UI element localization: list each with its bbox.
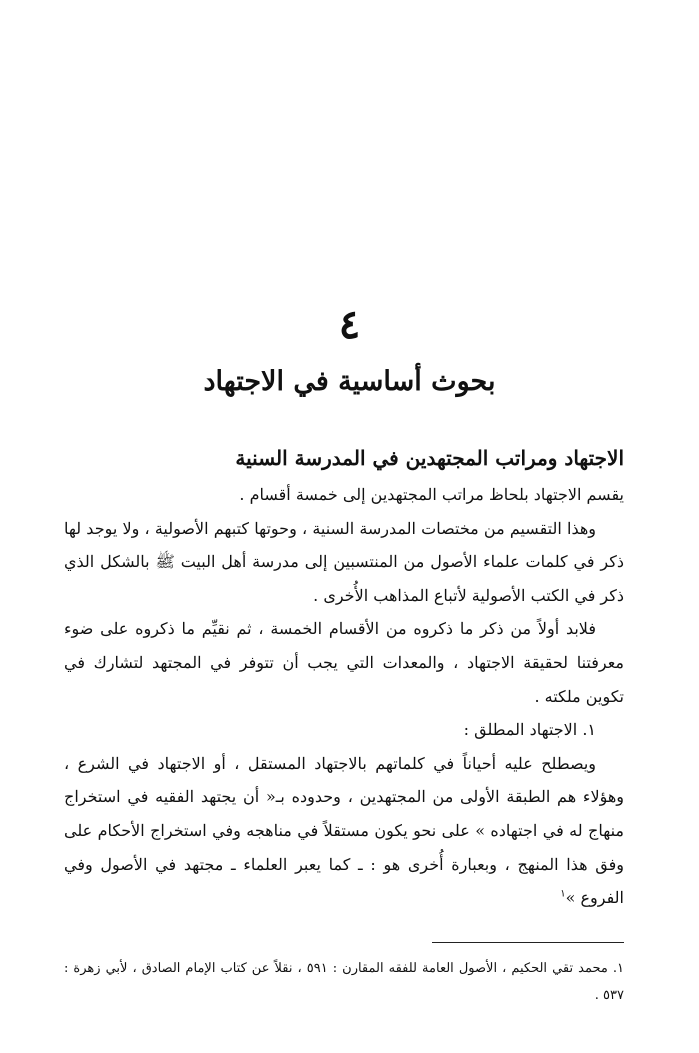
footnote-divider	[432, 942, 624, 943]
paragraph: فلابد أولاً من ذكر ما ذكروه من الأقسام الخمسة ، ثم نقيِّم ما ذكروه على ضوء معرفتنا لحقيقة الاجتهاد ، والمعدات التي يجب أن تتوفر في المجتهد لتشارك في تكوين ملكته .	[64, 619, 624, 706]
paragraph: يقسم الاجتهاد بلحاظ مراتب المجتهدين إلى خمسة أقسام .	[239, 485, 624, 504]
chapter-title: بحوث أساسية في الاجتهاد	[203, 366, 496, 397]
chapter-number: ٤	[338, 301, 361, 348]
paragraph-text: ويصطلح عليه أحياناً في كلماتهم بالاجتهاد المستقل ، أو الاجتهاد في الشرع ، وهؤلاء هم الطبقة الأولى من المجتهدين ، وحدوده بـ« أن يجتهد الفقيه في استخراج منهاج له في اجتهاده » على نحو يكون مستقلاً في مناهجه وفي استخراج الأحكام على وفق هذا المنهج ، وبعبارة أُخرى هو : ـ كما يعبر العلماء ـ مجتهد في الأصول وفي الفروع »	[64, 753, 624, 908]
paragraph	[64, 747, 624, 915]
paragraph: وهذا التقسيم من مختصات المدرسة السنية ، وحوتها كتبهم الأصولية ، ولا يوجد لها ذكر في كلمات علماء الأصول من المنتسبين إلى مدرسة أهل البيت ﷺ بالشكل الذي ذكر في الكتب الأصولية لأتباع المذاهب الأُخرى .	[64, 518, 624, 605]
body-text	[64, 478, 624, 915]
footnote	[64, 955, 624, 1009]
footnote-reference[interactable]: ١	[560, 888, 566, 900]
section-heading: الاجتهاد ومراتب المجتهدين في المدرسة السنية	[235, 446, 624, 470]
list-heading: ١. الاجتهاد المطلق :	[463, 720, 596, 740]
footnote-text: ١. محمد تقي الحكيم ، الأصول العامة للفقه المقارن : ٥٩١ ، نقلاً عن كتاب الإمام الصادق ، لأبي زهرة : ٥٣٧ .	[64, 961, 624, 1003]
